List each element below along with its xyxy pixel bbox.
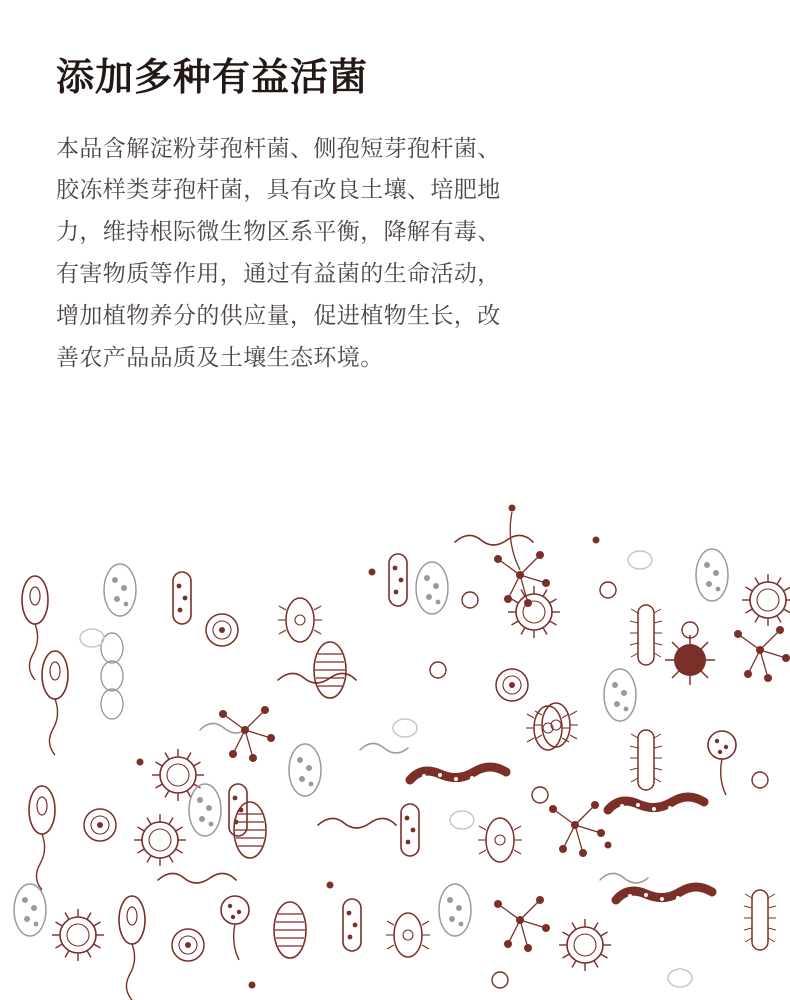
microbe-shapes: [14, 505, 790, 1000]
text-block: [56, 56, 516, 379]
page-title: 添加多种有益活菌: [56, 57, 369, 99]
body-paragraph: 本品含解淀粉芽孢杆菌、侧孢短芽孢杆菌、胶冻样类芽孢杆菌，具有改良土壤、培肥地力，维持根际微生物区系平衡，降解有毒、有害物质等作用，通过有益菌的生命活动，增加植物养分的供应量，促进植物生长，改善农产品品质及土壤生态环境。: [56, 134, 501, 370]
microbe-pattern-svg: [0, 480, 790, 1000]
microbe-illustration: [0, 480, 790, 1000]
